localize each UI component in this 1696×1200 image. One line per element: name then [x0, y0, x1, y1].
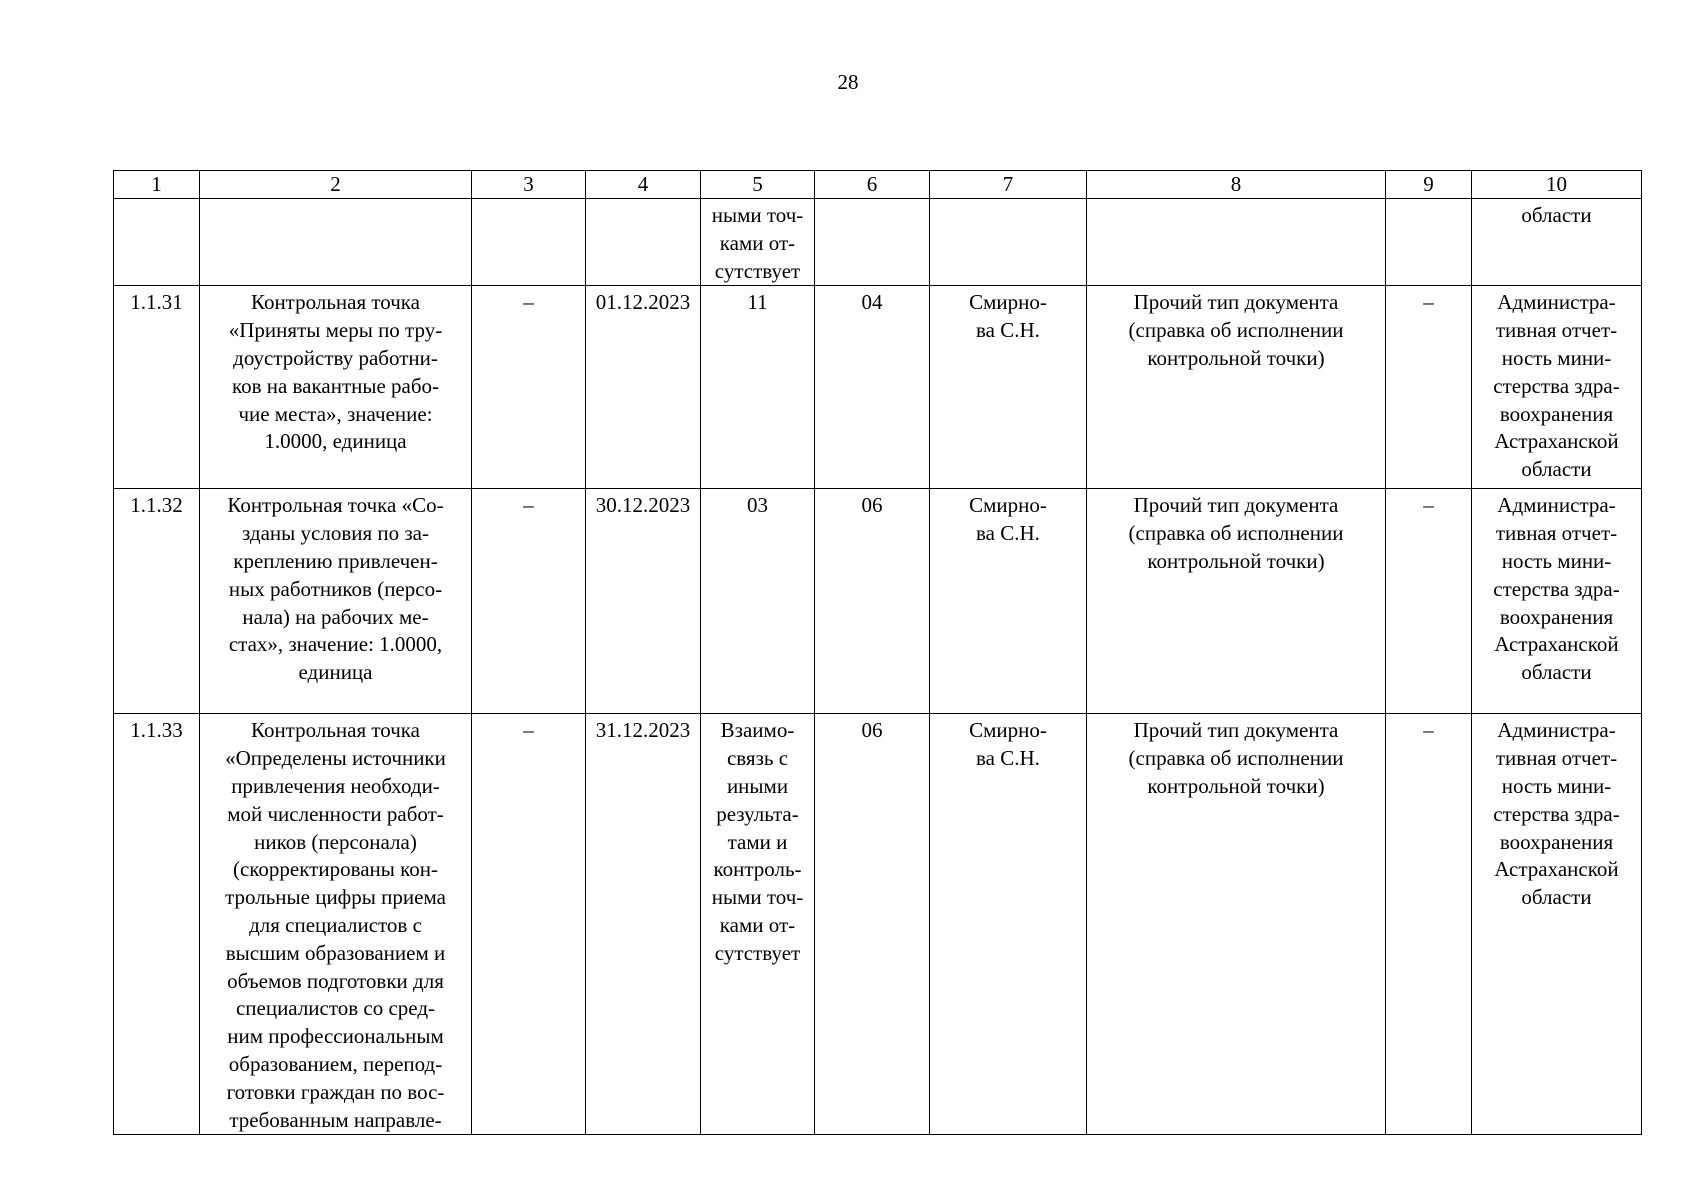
- column-number: 2: [200, 171, 472, 199]
- row-number-cell: 1.1.32: [114, 489, 200, 714]
- column-6-cell: 04: [815, 286, 930, 489]
- responsible-cell: Смирно- ва С.Н.: [930, 286, 1087, 489]
- column-number-row: [114, 171, 1642, 199]
- source-cell: Администра- тивная отчет- ность мини- стерства здра- воохранения Астраханской области: [1472, 286, 1642, 489]
- responsible-cell: Смирно- ва С.Н.: [930, 489, 1087, 714]
- date-cell: 31.12.2023: [586, 714, 701, 1135]
- column-6-cell: 06: [815, 489, 930, 714]
- column-3-cell: –: [472, 286, 586, 489]
- document-type-cell: Прочий тип документа (справка об исполнении контрольной точки): [1087, 489, 1386, 714]
- column-9-cell: –: [1386, 489, 1472, 714]
- document-type-cell: [1087, 199, 1386, 286]
- column-5-cell: 11: [701, 286, 815, 489]
- date-cell: [586, 199, 701, 286]
- row-number-cell: 1.1.31: [114, 286, 200, 489]
- column-3-cell: –: [472, 714, 586, 1135]
- responsible-cell: [930, 199, 1087, 286]
- column-number: 5: [701, 171, 815, 199]
- column-6-cell: 06: [815, 714, 930, 1135]
- control-points-table: [113, 170, 1642, 1135]
- source-cell: Администра- тивная отчет- ность мини- стерства здра- воохранения Астраханской области: [1472, 489, 1642, 714]
- document-type-cell: Прочий тип документа (справка об исполнении контрольной точки): [1087, 714, 1386, 1135]
- column-number: 7: [930, 171, 1087, 199]
- page-number: 28: [837, 70, 859, 94]
- column-9-cell: –: [1386, 286, 1472, 489]
- control-point-name-cell: [200, 199, 472, 286]
- column-number: 3: [472, 171, 586, 199]
- table-row: [114, 714, 1642, 1135]
- column-number: 9: [1386, 171, 1472, 199]
- document-type-cell: Прочий тип документа (справка об исполнении контрольной точки): [1087, 286, 1386, 489]
- column-5-cell: 03: [701, 489, 815, 714]
- source-cell: Администра- тивная отчет- ность мини- стерства здра- воохранения Астраханской области: [1472, 714, 1642, 1135]
- date-cell: 30.12.2023: [586, 489, 701, 714]
- source-cell: области: [1472, 199, 1642, 286]
- column-5-cell: ными точ- ками от- сутствует: [701, 199, 815, 286]
- responsible-cell: Смирно- ва С.Н.: [930, 714, 1087, 1135]
- column-number: 8: [1087, 171, 1386, 199]
- control-point-name-cell: Контрольная точка «Приняты меры по тру- доустройству работни- ков на вакантные рабо- чие места», значение: 1.0000, единица: [200, 286, 472, 489]
- column-6-cell: [815, 199, 930, 286]
- date-cell: 01.12.2023: [586, 286, 701, 489]
- control-point-name-cell: Контрольная точка «Со- зданы условия по за- креплению привлечен- ных работников (персо- нала) на рабочих ме- стах», значение: 1.0000, единица: [200, 489, 472, 714]
- column-9-cell: [1386, 199, 1472, 286]
- column-number: 1: [114, 171, 200, 199]
- column-3-cell: [472, 199, 586, 286]
- column-number: 10: [1472, 171, 1642, 199]
- column-number: 6: [815, 171, 930, 199]
- table-row: [114, 199, 1642, 286]
- column-number: 4: [586, 171, 701, 199]
- row-number-cell: [114, 199, 200, 286]
- row-number-cell: 1.1.33: [114, 714, 200, 1135]
- control-point-name-cell: Контрольная точка «Определены источники привлечения необходи- мой численности работ- ников (персонала) (скорректированы кон- трольные цифры приема для специалистов с высшим образованием и объемов подготовки для специалистов со сред- ним профессиональным образованием, перепод- готовки граждан по вос- требованным направле-: [200, 714, 472, 1135]
- column-9-cell: –: [1386, 714, 1472, 1135]
- table-row: [114, 489, 1642, 714]
- column-3-cell: –: [472, 489, 586, 714]
- table-row: [114, 286, 1642, 489]
- column-5-cell: Взаимо- связь с иными результа- тами и контроль- ными точ- ками от- сутствует: [701, 714, 815, 1135]
